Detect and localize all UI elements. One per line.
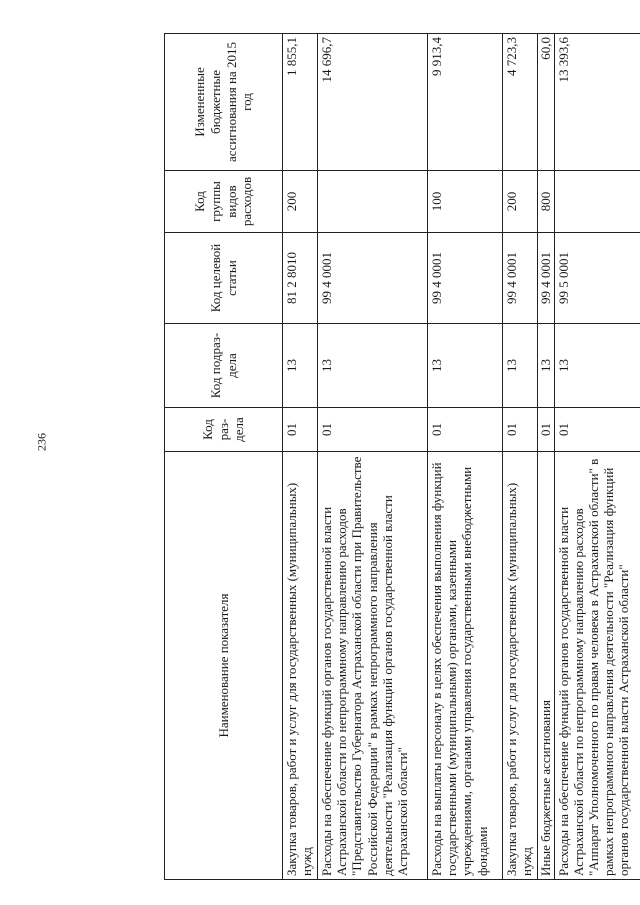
row-podrazdel: 13	[318, 324, 428, 408]
table-row	[318, 34, 428, 880]
header-name: Наименование показателя	[165, 452, 283, 880]
row-vr: 200	[283, 171, 318, 233]
row-podrazdel: 13	[503, 324, 538, 408]
row-name: Закупка товаров, работ и услуг для государственных (муниципальных) нужд	[283, 452, 318, 880]
row-amount: 13 393,6	[554, 34, 640, 171]
row-csr: 81 2 8010	[283, 233, 318, 324]
row-amount: 1 855,1	[283, 34, 318, 171]
table-row	[538, 34, 555, 880]
row-podrazdel: 13	[538, 324, 555, 408]
header-csr: Код целевой статьи	[165, 233, 283, 324]
row-vr: 100	[428, 171, 503, 233]
row-razdel: 01	[283, 408, 318, 452]
row-podrazdel: 13	[283, 324, 318, 408]
row-csr: 99 4 0001	[538, 233, 555, 324]
row-name: Иные бюджетные ассигнования	[538, 452, 555, 880]
table-row	[554, 34, 640, 880]
row-csr: 99 5 0001	[554, 233, 640, 324]
rotated-table-container	[164, 34, 632, 880]
row-csr: 99 4 0001	[428, 233, 503, 324]
budget-table	[164, 33, 640, 880]
row-vr: 200	[503, 171, 538, 233]
table-row	[283, 34, 318, 880]
row-csr: 99 4 0001	[503, 233, 538, 324]
row-name: Расходы на выплаты персоналу в целях обеспечения выполнения функций государственными (муниципальными) органами, казенными учреждениями, органами управления государственными внебюджетными фондами	[428, 452, 503, 880]
row-razdel: 01	[428, 408, 503, 452]
row-vr	[554, 171, 640, 233]
row-podrazdel: 13	[554, 324, 640, 408]
row-razdel: 01	[554, 408, 640, 452]
table-row	[428, 34, 503, 880]
row-name: Закупка товаров, работ и услуг для государственных (муниципальных) нужд	[503, 452, 538, 880]
row-razdel: 01	[318, 408, 428, 452]
header-razdel: Код раз- дела	[165, 408, 283, 452]
header-vr: Код группы видов расходов	[165, 171, 283, 233]
row-amount: 4 723,3	[503, 34, 538, 171]
row-name: Расходы на обеспечение функций органов государственной власти Астраханской области по непрограммному направлению расходов "Аппарат Уполномоченного по правам человека в Астраханской области" в рамках непрограммного направления деятельности "Реализация функций органов государственной власти Астраханской области"	[554, 452, 640, 880]
row-vr: 800	[538, 171, 555, 233]
table-header-row	[165, 34, 283, 880]
row-name: Расходы на обеспечение функций органов государственной власти Астраханской области по непрограммному направлению расходов "Представительство Губернатора Астраханской области при Правительстве Российской Федерации" в рамках непрограммного направления деятельности "Реализация функций органов государственной власти Астраханской области"	[318, 452, 428, 880]
row-podrazdel: 13	[428, 324, 503, 408]
table-row	[503, 34, 538, 880]
header-amount: Измененные бюджетные ассигнования на 2015 год	[165, 34, 283, 171]
row-razdel: 01	[503, 408, 538, 452]
header-podrazdel: Код подраз- дела	[165, 324, 283, 408]
row-vr	[318, 171, 428, 233]
row-csr: 99 4 0001	[318, 233, 428, 324]
row-amount: 60,0	[538, 34, 555, 171]
page-number: 236	[34, 433, 49, 451]
row-amount: 9 913,4	[428, 34, 503, 171]
row-razdel: 01	[538, 408, 555, 452]
row-amount: 14 696,7	[318, 34, 428, 171]
